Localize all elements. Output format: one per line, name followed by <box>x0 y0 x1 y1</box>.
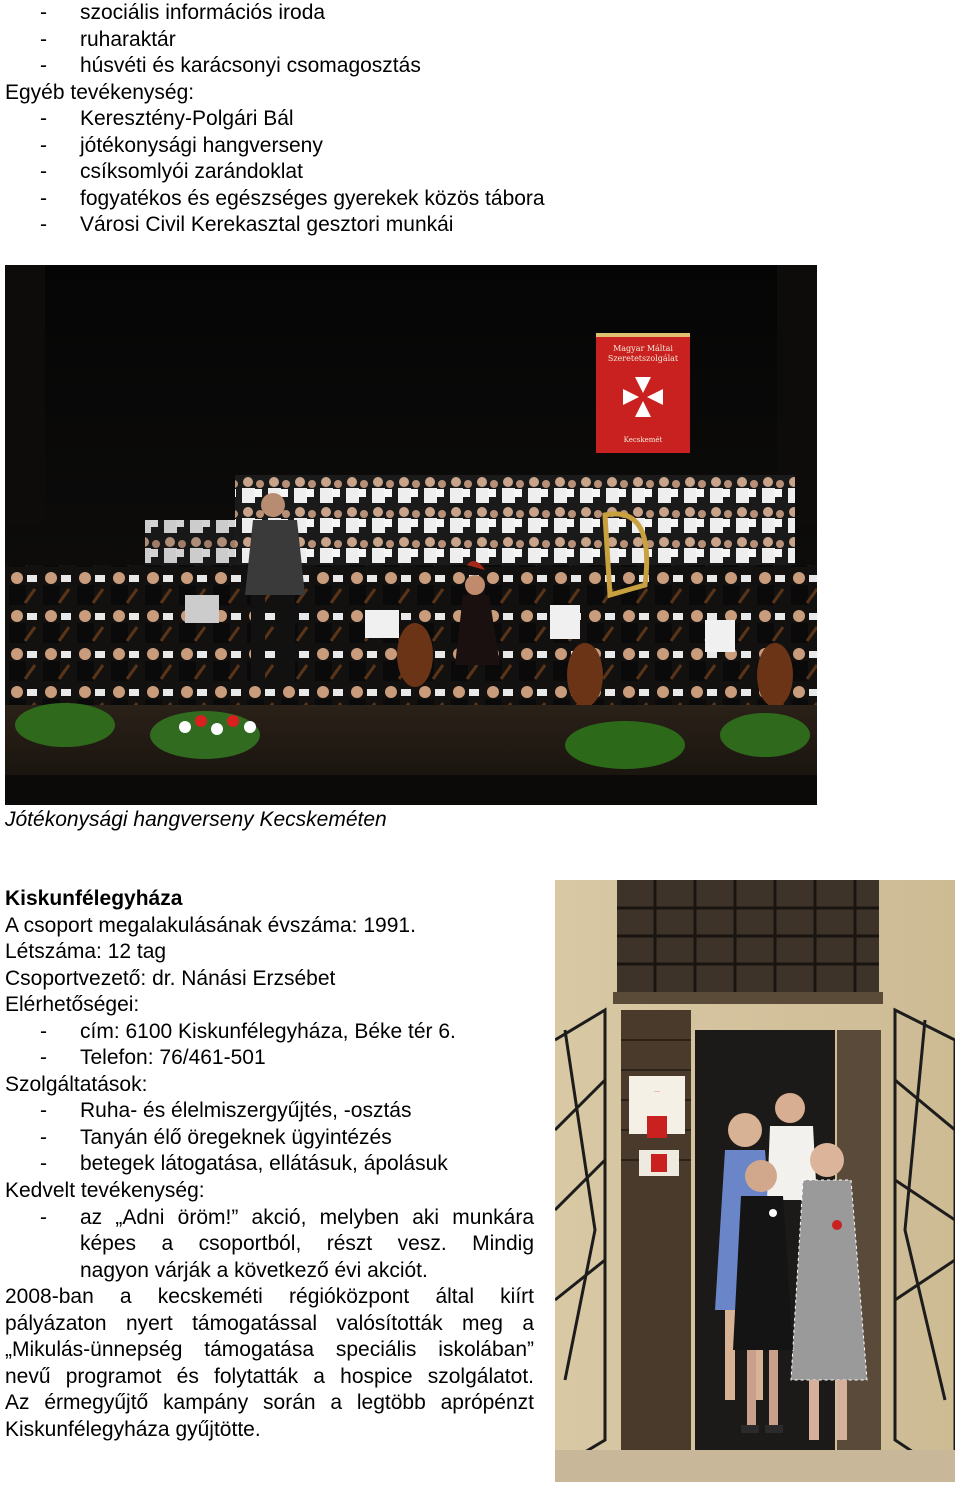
list-item-text: húsvéti és karácsonyi csomagosztás <box>80 54 421 77</box>
list-item-text: jótékonysági hangverseny <box>80 134 323 157</box>
paragraph-line: nevű programot és folytatták a hospice szolgálatot. <box>5 1365 534 1388</box>
list-item-text: csíksomlyói zarándoklat <box>80 160 303 183</box>
paragraph-line: 2008-ban a kecskeméti régióközpont által kiírt <box>5 1285 534 1308</box>
photo-caption: Jótékonysági hangverseny Kecskeméten <box>5 808 387 831</box>
list-item-text: fogyatékos és egészséges gyerekek közös tábora <box>80 187 545 210</box>
banner-title-line2: Szeretetszolgálat <box>607 354 679 363</box>
list-item-text: szociális információs iroda <box>80 1 326 24</box>
group-members: Létszáma: 12 tag <box>5 940 167 963</box>
list-item-text: betegek látogatása, ellátásuk, ápolásuk <box>80 1152 448 1175</box>
paragraph-line: „Mikulás-ünnepség támogatása speciális iskolában” <box>5 1338 534 1361</box>
paragraph-line: Az érmegyűjtő kampány során a legtöbb aprópénzt <box>5 1391 534 1414</box>
favorite-activity-line: nagyon várják a következő évi akciót. <box>80 1259 428 1282</box>
favorite-activity-heading: Kedvelt tevékenység: <box>5 1179 205 1202</box>
list-item-text: Városi Civil Kerekasztal gesztori munkái <box>80 213 454 236</box>
list-item-text: Keresztény-Polgári Bál <box>80 107 294 130</box>
paragraph-line: Kiskunfélegyháza gyűjtötte. <box>5 1418 261 1441</box>
favorite-activity-line: az „Adni öröm!” akció, melyben aki munkára <box>80 1206 534 1229</box>
svg-text:…: … <box>654 1087 660 1094</box>
banner-city: Kecskemét <box>623 436 663 444</box>
group-leader: Csoportvezető: dr. Nánási Erzsébet <box>5 967 336 990</box>
paragraph-line: pályázaton nyert támogatással valósították meg a <box>5 1312 534 1335</box>
contact-phone: Telefon: 76/461-501 <box>80 1046 266 1069</box>
group-name-heading: Kiskunfélegyháza <box>5 887 183 910</box>
list-item-text: Tanyán élő öregeknek ügyintézés <box>80 1126 392 1149</box>
list-item-text: Ruha- és élelmiszergyűjtés, -osztás <box>80 1099 412 1122</box>
other-activities-heading: Egyéb tevékenység: <box>5 81 195 104</box>
favorite-activity-line: képes a csoportból, részt vesz. Mindig <box>80 1232 534 1255</box>
banner-title-line1: Magyar Máltai <box>613 344 673 353</box>
group-founded: A csoport megalakulásának évszáma: 1991. <box>5 914 416 937</box>
services-heading: Szolgáltatások: <box>5 1073 148 1096</box>
contact-address: cím: 6100 Kiskunfélegyháza, Béke tér 6. <box>80 1020 456 1043</box>
concert-photo <box>5 265 817 805</box>
contacts-heading: Elérhetőségei: <box>5 993 140 1016</box>
list-item-text: ruharaktár <box>80 28 176 51</box>
group-photo <box>555 880 955 1482</box>
